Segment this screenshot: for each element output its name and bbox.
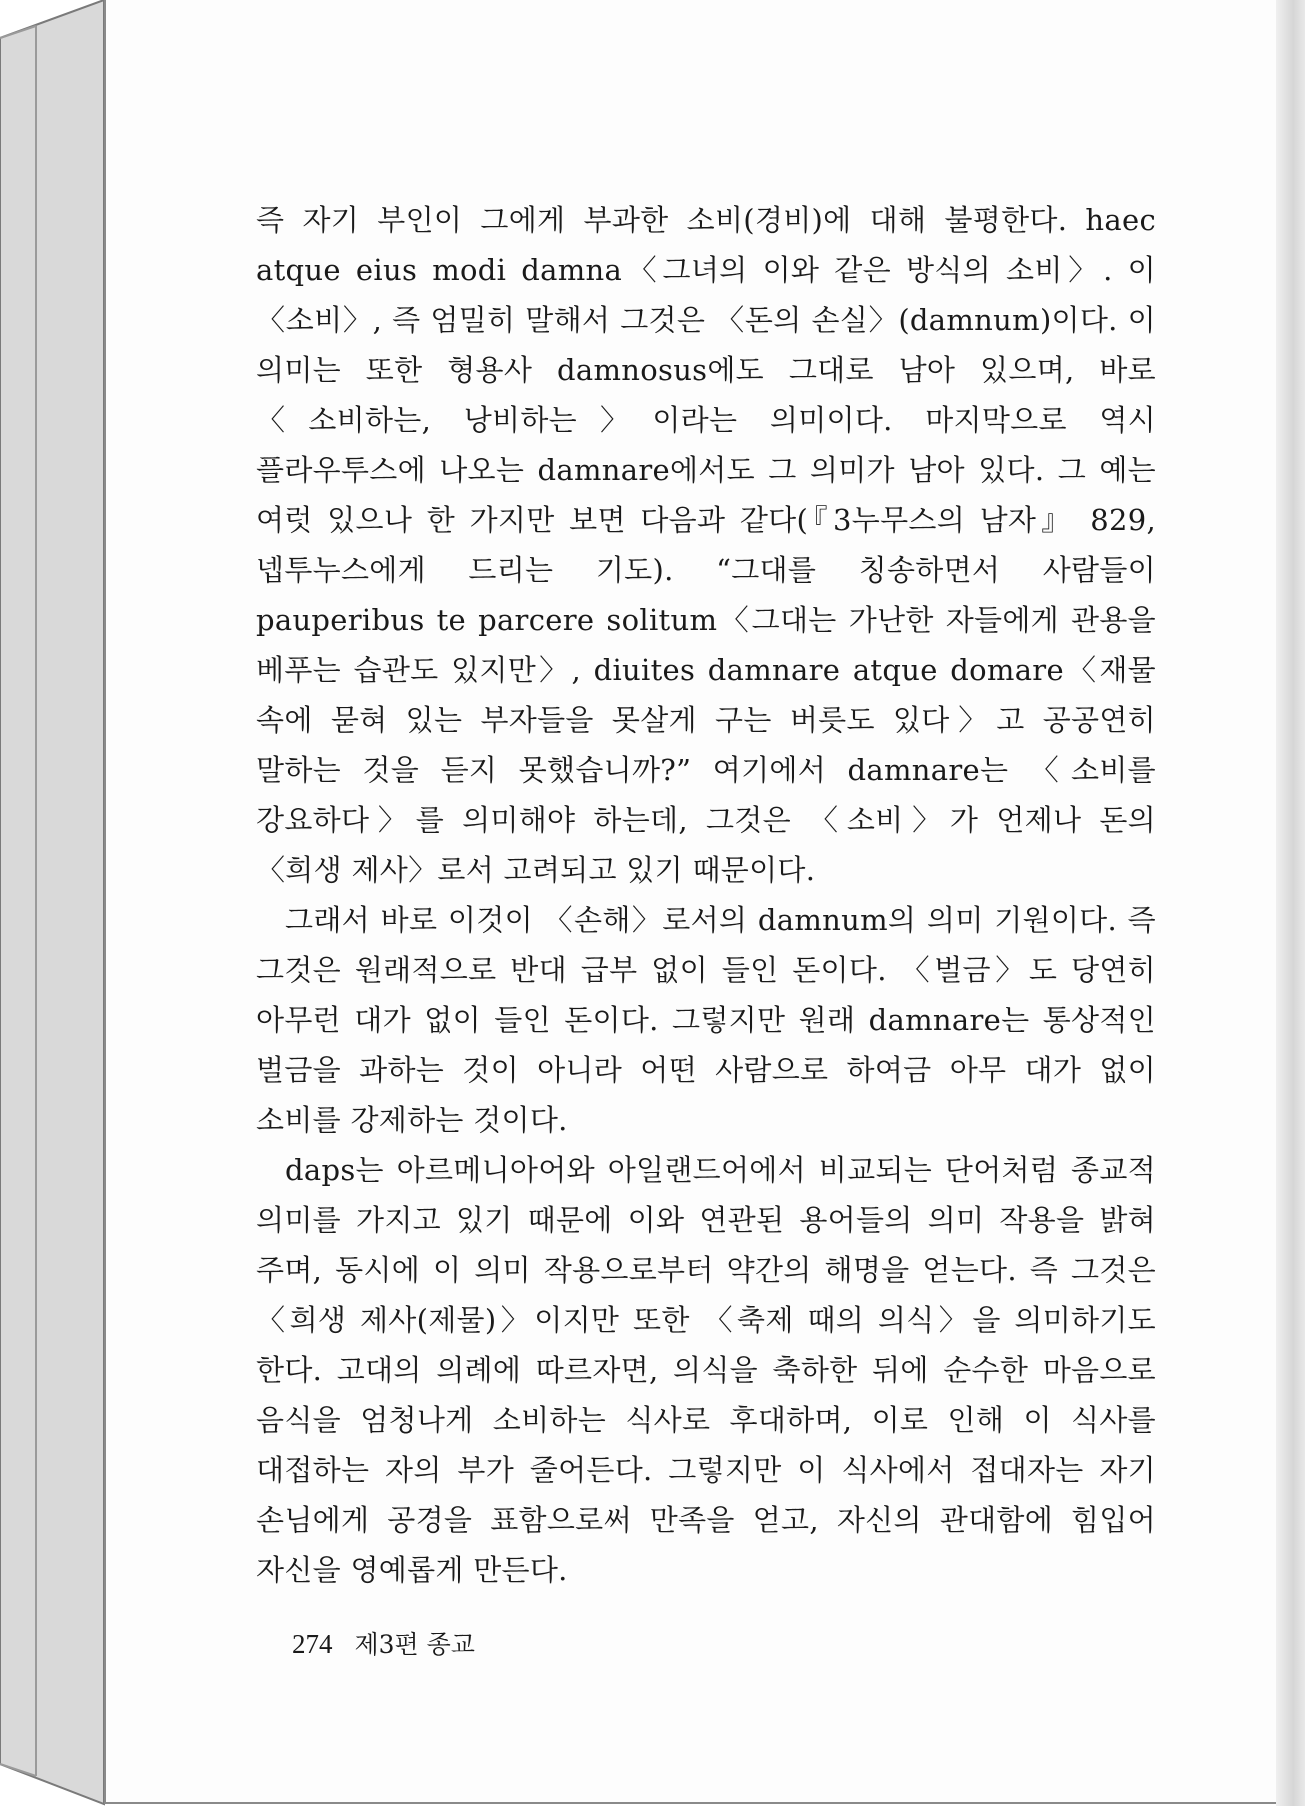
paragraph: daps는 아르메니아어와 아일랜드어에서 비교되는 단어처럼 종교적 의미를 가지고 있기 때문에 이와 연관된 용어들의 의미 작용을 밝혀 주며, 동시에 이 의미 작용으로부터 약간의 해명을 얻는다. 즉 그것은 〈희생 제사(제물)〉이지만 또한 〈축제 때의 의식〉을 의미하기도 한다. 고대의 의례에 따르자면, 의식을 축하한 뒤에 순수한 마음으로 음식을 엄청나게 소비하는 식사로 후대하며, 이로 인해 이 식사를 대접하는 자의 부가 줄어든다. 그렇지만 이 식사에서 접대자는 자기 손님에게 공경을 표함으로써 만족을 얻고, 자신의 관대함에 힘입어 자신을 영예롭게 만든다. [256,1153,1156,1587]
paragraph: 그래서 바로 이것이 〈손해〉로서의 damnum의 의미 기원이다. 즉 그것은 원래적으로 반대 급부 없이 들인 돈이다. 〈벌금〉도 당연히 아무런 대가 없이 들인 돈이다. 그렇지만 원래 damnare는 통상적인 벌금을 과하는 것이 아니라 어떤 사람으로 하여금 아무 대가 없이 소비를 강제하는 것이다. [256,903,1156,1137]
section-title: 제3편 종교 [354,1630,475,1659]
page-footer [292,1625,475,1661]
page-edge-shadow [1276,0,1305,1806]
body-text [256,195,1156,1595]
paragraph: 즉 자기 부인이 그에게 부과한 소비(경비)에 대해 불평한다. haec atque eius modi damna〈그녀의 이와 같은 방식의 소비〉. 이 〈소비〉, 즉 엄밀히 말해서 그것은 〈돈의 손실〉(damnum)이다. 이 의미는 또한 형용사 damnosus에도 그대로 남아 있으며, 바로 〈소비하는, 낭비하는〉이라는 의미이다. 마지막으로 역시 플라우투스에 나오는 damnare에서도 그 의미가 남아 있다. 그 예는 여럿 있으나 한 가지만 보면 다음과 같다(『3누무스의 남자』 829, 넵투누스에게 드리는 기도). “그대를 칭송하면서 사람들이 pauperibus te parcere solitum〈그대는 가난한 자들에게 관용을 베푸는 습관도 있지만〉, diuites damnare atque domare〈재물 속에 묻혀 있는 부자들을 못살게 구는 버릇도 있다〉고 공공연히 말하는 것을 듣지 못했습니까?” 여기에서 damnare는 〈소비를 강요하다〉를 의미해야 하는데, 그것은 〈소비〉가 언제나 돈의 〈희생 제사〉로서 고려되고 있기 때문이다. [256,203,1156,887]
page-number: 274 [292,1629,333,1659]
